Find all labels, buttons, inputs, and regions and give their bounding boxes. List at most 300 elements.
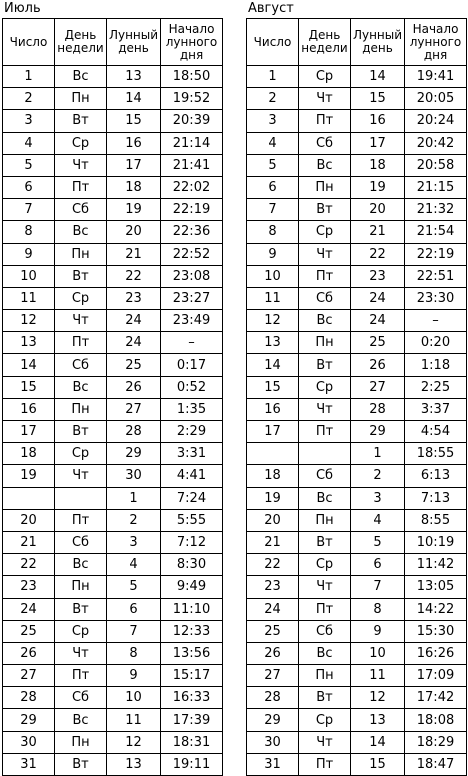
cell-lunar-day: 14 [351,66,405,88]
table-header-row [247,19,467,66]
table-row [3,221,223,243]
table-row [247,221,467,243]
table-row [3,487,223,509]
cell-lunar-start: 15:17 [161,665,223,687]
cell-lunar-start: 18:31 [161,731,223,753]
table-row [3,398,223,420]
table-row [247,88,467,110]
cell-day: 10 [247,265,299,287]
table-row [247,132,467,154]
table-row [247,665,467,687]
cell-lunar-start: 16:26 [405,642,467,664]
cell-weekday: Чт [299,243,351,265]
cell-day: 1 [247,66,299,88]
cell-weekday: Вт [299,354,351,376]
cell-lunar-day: 11 [351,665,405,687]
cell-day: 18 [247,465,299,487]
cell-day: 6 [247,176,299,198]
cell-day: 18 [3,443,55,465]
cell-weekday: Вс [299,310,351,332]
cell-day: 22 [3,554,55,576]
cell-lunar-day: 19 [107,199,161,221]
cell-lunar-day: 29 [351,421,405,443]
header-weekday: День недели [55,19,107,66]
cell-lunar-day: 7 [351,576,405,598]
cell-weekday: Сб [299,287,351,309]
cell-weekday [55,487,107,509]
cell-lunar-day: 6 [107,598,161,620]
table-row [247,554,467,576]
table-row [247,642,467,664]
cell-day: 13 [247,332,299,354]
cell-day: 21 [3,531,55,553]
cell-day: 24 [247,598,299,620]
cell-weekday: Ср [299,221,351,243]
cell-weekday: Пт [299,265,351,287]
cell-lunar-start: 1:35 [161,398,223,420]
cell-lunar-start: 11:10 [161,598,223,620]
cell-weekday: Пн [55,243,107,265]
cell-weekday: Сб [55,199,107,221]
cell-day: 2 [3,88,55,110]
table-row [247,199,467,221]
cell-weekday: Вт [55,421,107,443]
cell-day: 17 [247,421,299,443]
cell-weekday: Пн [55,576,107,598]
table-row [3,709,223,731]
cell-lunar-start: 22:52 [161,243,223,265]
table-row [3,287,223,309]
cell-lunar-day: 13 [107,66,161,88]
cell-lunar-start: 18:47 [405,753,467,775]
cell-lunar-day: 25 [107,354,161,376]
cell-day: 3 [247,110,299,132]
cell-day: 8 [3,221,55,243]
cell-weekday: Пн [55,398,107,420]
cell-lunar-start: 7:13 [405,487,467,509]
cell-day: 25 [247,620,299,642]
cell-weekday: Вт [55,753,107,775]
table-row [247,753,467,775]
table-row [3,88,223,110]
cell-weekday: Вт [299,687,351,709]
cell-lunar-day: 24 [351,310,405,332]
cell-day: 12 [3,310,55,332]
table-row [3,576,223,598]
cell-weekday: Чт [55,465,107,487]
cell-lunar-start: 13:56 [161,642,223,664]
cell-lunar-day: 22 [107,265,161,287]
cell-lunar-start: 22:36 [161,221,223,243]
cell-day: 12 [247,310,299,332]
cell-weekday: Ср [299,66,351,88]
table-row [3,376,223,398]
cell-day: 4 [3,132,55,154]
table-row [3,443,223,465]
cell-day: 31 [247,753,299,775]
cell-lunar-day: 1 [107,487,161,509]
cell-lunar-start: 2:25 [405,376,467,398]
cell-weekday: Пт [55,509,107,531]
cell-day: 6 [3,176,55,198]
table-row [247,576,467,598]
cell-weekday: Пт [55,176,107,198]
cell-weekday: Пн [55,88,107,110]
cell-weekday: Вт [299,531,351,553]
cell-lunar-start: 20:42 [405,132,467,154]
cell-weekday: Вс [55,376,107,398]
cell-day: 5 [3,154,55,176]
cell-lunar-start: 21:15 [405,176,467,198]
table-row [3,154,223,176]
cell-weekday: Ср [299,709,351,731]
cell-day: 16 [247,398,299,420]
cell-weekday: Чт [299,88,351,110]
table-row [3,199,223,221]
cell-day: 28 [247,687,299,709]
cell-lunar-start: 21:32 [405,199,467,221]
cell-weekday: Чт [299,398,351,420]
cell-lunar-start: 21:14 [161,132,223,154]
cell-lunar-day: 15 [107,110,161,132]
cell-day: 2 [247,88,299,110]
cell-lunar-day: 11 [107,709,161,731]
cell-lunar-start: 8:55 [405,509,467,531]
cell-weekday: Ср [55,620,107,642]
cell-lunar-day: 15 [351,753,405,775]
cell-weekday: Вт [55,598,107,620]
cell-weekday: Ср [55,443,107,465]
cell-weekday: Чт [55,642,107,664]
table-row [3,665,223,687]
cell-day: 9 [247,243,299,265]
cell-lunar-day: 17 [351,132,405,154]
cell-lunar-day: 4 [351,509,405,531]
cell-weekday: Вс [55,221,107,243]
cell-lunar-day: 15 [351,88,405,110]
cell-lunar-start: 21:54 [405,221,467,243]
cell-day: 29 [3,709,55,731]
cell-lunar-start: 22:02 [161,176,223,198]
table-row [3,554,223,576]
cell-day: 27 [3,665,55,687]
cell-lunar-day: 20 [107,221,161,243]
cell-lunar-day: 23 [107,287,161,309]
cell-lunar-day: 17 [107,154,161,176]
cell-weekday: Пт [299,110,351,132]
table-row [247,310,467,332]
table-row [247,354,467,376]
cell-lunar-start: 3:31 [161,443,223,465]
table-row [247,243,467,265]
cell-weekday: Вт [55,265,107,287]
cell-weekday: Пт [299,753,351,775]
header-day: Число [3,19,55,66]
cell-lunar-start: 23:49 [161,310,223,332]
cell-lunar-start: 11:42 [405,554,467,576]
cell-lunar-start: 20:24 [405,110,467,132]
cell-day: 11 [3,287,55,309]
cell-day: 20 [3,509,55,531]
header-lunar-day: Лунный день [351,19,405,66]
cell-weekday: Вс [55,554,107,576]
cell-lunar-day: 14 [351,731,405,753]
cell-lunar-day: 8 [107,642,161,664]
cell-lunar-start: 7:24 [161,487,223,509]
table-row [247,465,467,487]
month-title-august: Август [248,1,294,16]
cell-day: 5 [247,154,299,176]
cell-lunar-day: 20 [351,199,405,221]
cell-lunar-start: 13:05 [405,576,467,598]
july-lunar-table [2,18,223,776]
header-lunar-start: Начало лунного дня [405,19,467,66]
cell-lunar-day: 23 [351,265,405,287]
cell-lunar-day: 9 [351,620,405,642]
cell-lunar-day: 14 [107,88,161,110]
cell-lunar-day: 5 [351,531,405,553]
cell-lunar-start: 20:05 [405,88,467,110]
cell-lunar-day: 10 [107,687,161,709]
cell-lunar-start: 21:41 [161,154,223,176]
table-row [247,687,467,709]
table-row [3,66,223,88]
cell-lunar-start: 22:51 [405,265,467,287]
cell-lunar-start: 6:13 [405,465,467,487]
cell-weekday: Ср [55,132,107,154]
cell-lunar-start: 1:18 [405,354,467,376]
cell-lunar-start: 9:49 [161,576,223,598]
table-row [247,731,467,753]
cell-weekday: Пт [299,421,351,443]
cell-lunar-day: 13 [107,753,161,775]
table-row [3,354,223,376]
cell-lunar-day: 1 [351,443,405,465]
cell-lunar-start: 19:52 [161,88,223,110]
cell-weekday: Вс [299,154,351,176]
cell-weekday: Сб [299,465,351,487]
cell-lunar-start: 20:58 [405,154,467,176]
cell-lunar-start: 16:33 [161,687,223,709]
table-row [3,421,223,443]
cell-day: 1 [3,66,55,88]
cell-lunar-start: 4:54 [405,421,467,443]
table-row [247,154,467,176]
table-row [3,176,223,198]
cell-lunar-day: 21 [107,243,161,265]
cell-lunar-start: 10:19 [405,531,467,553]
table-header-row [3,19,223,66]
cell-day: 9 [3,243,55,265]
cell-lunar-day: 12 [107,731,161,753]
cell-lunar-day: 25 [351,332,405,354]
cell-day: 3 [3,110,55,132]
table-row [247,287,467,309]
table-row [3,753,223,775]
cell-lunar-start: 20:39 [161,110,223,132]
table-row [247,620,467,642]
cell-lunar-day: 19 [351,176,405,198]
cell-lunar-start: 17:39 [161,709,223,731]
cell-lunar-day: 2 [351,465,405,487]
table-row [3,110,223,132]
cell-day: 15 [247,376,299,398]
table-row [247,265,467,287]
cell-day: 21 [247,531,299,553]
cell-weekday: Вс [55,709,107,731]
cell-lunar-day: 27 [351,376,405,398]
cell-lunar-day: 18 [107,176,161,198]
cell-weekday: Сб [55,354,107,376]
cell-weekday: Пн [299,509,351,531]
cell-day: 8 [247,221,299,243]
cell-lunar-start: 15:30 [405,620,467,642]
cell-day: 26 [247,642,299,664]
table-row [3,310,223,332]
cell-lunar-day: 26 [107,376,161,398]
cell-day: 14 [3,354,55,376]
cell-lunar-start: 0:20 [405,332,467,354]
table-body [3,66,223,776]
cell-day: 26 [3,642,55,664]
cell-lunar-start: 0:52 [161,376,223,398]
cell-lunar-day: 16 [351,110,405,132]
cell-lunar-start: 7:12 [161,531,223,553]
cell-lunar-start: 23:08 [161,265,223,287]
table-row [247,598,467,620]
table-body [247,66,467,776]
cell-lunar-start: 8:30 [161,554,223,576]
table-row [3,531,223,553]
cell-lunar-day: 10 [351,642,405,664]
table-row [3,509,223,531]
cell-lunar-start: 17:09 [405,665,467,687]
table-row [247,66,467,88]
header-weekday: День недели [299,19,351,66]
cell-day: 14 [247,354,299,376]
month-title-july: Июль [4,1,41,16]
table-row [247,487,467,509]
cell-weekday: Вс [299,642,351,664]
cell-lunar-start: 19:11 [161,753,223,775]
table-row [247,176,467,198]
cell-lunar-start: 18:55 [405,443,467,465]
header-lunar-start: Начало лунного дня [161,19,223,66]
cell-lunar-day: 5 [107,576,161,598]
cell-weekday: Пн [299,176,351,198]
table-row [247,443,467,465]
cell-weekday: Пн [299,332,351,354]
cell-lunar-start: 12:33 [161,620,223,642]
cell-lunar-day: 4 [107,554,161,576]
table-row [3,265,223,287]
cell-day: 10 [3,265,55,287]
table-row [3,243,223,265]
cell-lunar-day: 28 [351,398,405,420]
cell-lunar-day: 27 [107,398,161,420]
cell-lunar-day: 13 [351,709,405,731]
cell-lunar-day: 7 [107,620,161,642]
cell-day: 30 [3,731,55,753]
cell-day: 16 [3,398,55,420]
header-day: Число [247,19,299,66]
cell-lunar-day: 24 [107,332,161,354]
cell-weekday: Вт [299,199,351,221]
cell-lunar-day: 9 [107,665,161,687]
table-row [247,421,467,443]
cell-lunar-start: 0:17 [161,354,223,376]
cell-weekday: Ср [299,554,351,576]
cell-weekday: Вс [55,66,107,88]
header-lunar-day: Лунный день [107,19,161,66]
cell-lunar-start: 18:50 [161,66,223,88]
cell-weekday: Пн [299,665,351,687]
cell-day: 27 [247,665,299,687]
cell-lunar-day: 3 [107,531,161,553]
cell-day: 7 [247,199,299,221]
cell-day: 23 [3,576,55,598]
cell-day: 17 [3,421,55,443]
cell-day: 19 [247,487,299,509]
cell-weekday: Сб [55,531,107,553]
table-row [3,332,223,354]
cell-lunar-day: 18 [351,154,405,176]
cell-lunar-day: 2 [107,509,161,531]
cell-lunar-start: – [161,332,223,354]
cell-day: 28 [3,687,55,709]
table-row [3,642,223,664]
cell-weekday: Чт [299,576,351,598]
cell-weekday: Сб [55,687,107,709]
cell-lunar-day: 16 [107,132,161,154]
table-row [247,110,467,132]
cell-day: 25 [3,620,55,642]
table-row [3,687,223,709]
cell-day: 24 [3,598,55,620]
table-row [247,376,467,398]
cell-lunar-start: – [405,310,467,332]
cell-day: 20 [247,509,299,531]
cell-lunar-start: 22:19 [405,243,467,265]
cell-weekday: Чт [55,310,107,332]
cell-weekday: Чт [55,154,107,176]
cell-lunar-start: 4:41 [161,465,223,487]
table-row [247,332,467,354]
cell-day: 30 [247,731,299,753]
cell-lunar-start: 17:42 [405,687,467,709]
cell-lunar-start: 18:29 [405,731,467,753]
cell-weekday: Сб [299,620,351,642]
cell-lunar-day: 29 [107,443,161,465]
cell-lunar-start: 18:08 [405,709,467,731]
cell-weekday: Вс [299,487,351,509]
table-row [247,509,467,531]
cell-weekday: Пт [55,665,107,687]
cell-day: 7 [3,199,55,221]
cell-weekday: Ср [299,376,351,398]
cell-weekday: Ср [55,287,107,309]
august-lunar-table [246,18,467,776]
cell-weekday: Пт [299,598,351,620]
cell-day: 15 [3,376,55,398]
cell-lunar-day: 8 [351,598,405,620]
cell-day: 19 [3,465,55,487]
cell-lunar-start: 14:22 [405,598,467,620]
cell-lunar-day: 30 [107,465,161,487]
table-row [247,398,467,420]
table-row [3,598,223,620]
cell-lunar-day: 21 [351,221,405,243]
